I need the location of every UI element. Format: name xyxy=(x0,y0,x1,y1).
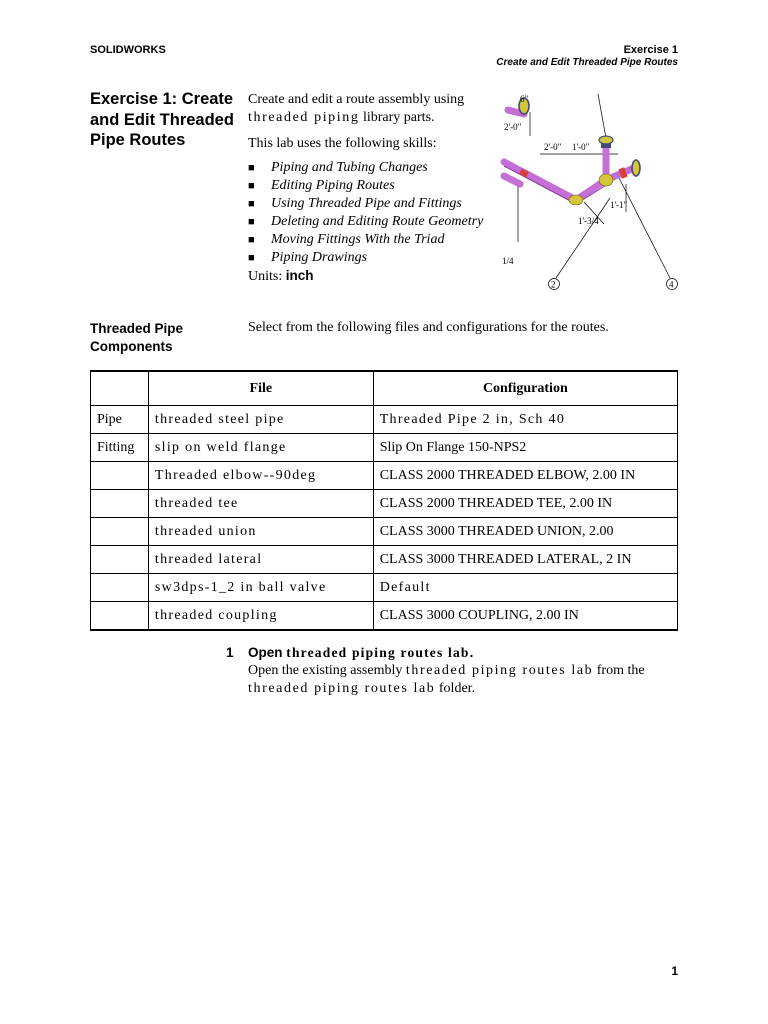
intro-part-name: threaded piping xyxy=(248,110,360,125)
units-value: inch xyxy=(285,268,314,283)
bullet-icon: ■ xyxy=(248,162,255,174)
running-header-subtitle: Create and Edit Threaded Pipe Routes xyxy=(496,57,678,68)
dimension-label: 1/4 xyxy=(502,256,514,266)
intro-block xyxy=(248,91,493,286)
cell-configuration: Default xyxy=(373,574,677,602)
step-number: 1 xyxy=(226,645,234,660)
bullet-icon: ■ xyxy=(248,180,255,192)
skill-label: Moving Fittings With the Triad xyxy=(271,232,445,247)
table-header-row xyxy=(91,371,678,406)
cell-file: sw3dps-1_2 in ball valve xyxy=(148,574,373,602)
bullet-icon: ■ xyxy=(248,252,255,264)
cell-file: threaded union xyxy=(148,518,373,546)
bullet-icon: ■ xyxy=(248,216,255,228)
skill-label: Deleting and Editing Route Geometry xyxy=(271,214,484,229)
balloon-label: 2 xyxy=(551,279,556,290)
units-label: Units: xyxy=(248,269,286,284)
skill-label: Editing Piping Routes xyxy=(271,178,395,193)
skill-item xyxy=(248,195,493,213)
running-header-left: SOLIDWORKS xyxy=(90,44,166,56)
folder-name: threaded piping routes lab xyxy=(248,681,436,696)
skill-item xyxy=(248,231,493,249)
page-number: 1 xyxy=(671,964,678,978)
cell-file: threaded steel pipe xyxy=(148,406,373,434)
table-row xyxy=(91,434,678,462)
step-text: folder. xyxy=(435,681,476,696)
dimension-label: 2'-0" xyxy=(544,142,562,152)
table-row xyxy=(91,462,678,490)
cell-configuration: CLASS 3000 THREADED LATERAL, 2 IN xyxy=(373,546,677,574)
dimension-label: 1'-1" xyxy=(610,200,628,210)
step-text: Open the existing assembly xyxy=(248,663,406,678)
cell-type xyxy=(91,490,149,518)
cell-type xyxy=(91,602,149,631)
cell-file: threaded lateral xyxy=(148,546,373,574)
step-text: from the xyxy=(593,663,645,678)
cell-configuration: CLASS 3000 COUPLING, 2.00 IN xyxy=(373,602,677,631)
cell-configuration: Threaded Pipe 2 in, Sch 40 xyxy=(373,406,677,434)
cell-file: slip on weld flange xyxy=(148,434,373,462)
skill-item xyxy=(248,177,493,195)
step-title-suffix: . xyxy=(469,645,474,660)
assembly-name: threaded piping routes lab xyxy=(405,663,594,678)
dimension-label: 1'-0" xyxy=(572,142,590,152)
bullet-icon: ■ xyxy=(248,234,255,246)
skills-intro: This lab uses the following skills: xyxy=(248,136,437,151)
cell-configuration: CLASS 3000 THREADED UNION, 2.00 xyxy=(373,518,677,546)
intro-text-end: library parts. xyxy=(359,110,435,125)
cell-type xyxy=(91,546,149,574)
units-line xyxy=(248,267,493,286)
exercise-title: Exercise 1: Create and Edit Threaded Pipe Routes xyxy=(90,90,234,149)
cell-configuration: Slip On Flange 150-NPS2 xyxy=(373,434,677,462)
cell-configuration: CLASS 2000 THREADED ELBOW, 2.00 IN xyxy=(373,462,677,490)
table-row xyxy=(91,518,678,546)
section-heading: Threaded Pipe Components xyxy=(90,321,184,354)
cell-type xyxy=(91,462,149,490)
skill-item xyxy=(248,213,493,231)
column-header-configuration: Configuration xyxy=(373,371,677,406)
dimension-label: 2'-0" xyxy=(504,122,522,132)
components-table xyxy=(90,370,678,631)
column-header-type xyxy=(91,371,149,406)
table-row xyxy=(91,602,678,631)
cell-file: threaded tee xyxy=(148,490,373,518)
balloon-label: 4 xyxy=(669,279,674,290)
step-title-prefix: Open xyxy=(248,645,287,660)
cell-file: threaded coupling xyxy=(148,602,373,631)
table-row xyxy=(91,406,678,434)
skill-label: Using Threaded Pipe and Fittings xyxy=(271,196,462,211)
piping-route-illustration xyxy=(500,92,682,294)
dimension-label: 6" xyxy=(520,94,529,104)
table-row xyxy=(91,546,678,574)
column-header-file: File xyxy=(148,371,373,406)
skill-label: Piping Drawings xyxy=(271,250,368,265)
cell-configuration: CLASS 2000 THREADED TEE, 2.00 IN xyxy=(373,490,677,518)
cell-file: Threaded elbow--90deg xyxy=(148,462,373,490)
skills-list xyxy=(248,159,493,267)
step-title xyxy=(248,645,473,661)
section-text: Select from the following files and configurations for the routes. xyxy=(248,320,609,335)
skill-label: Piping and Tubing Changes xyxy=(271,160,428,175)
cell-type: Fitting xyxy=(91,434,149,462)
intro-text: Create and edit a route assembly using xyxy=(248,92,465,107)
table-row xyxy=(91,490,678,518)
skill-item xyxy=(248,249,493,267)
table-row xyxy=(91,574,678,602)
step-title-part: threaded piping routes lab xyxy=(286,645,470,660)
cell-type xyxy=(91,574,149,602)
cell-type xyxy=(91,518,149,546)
dimension-label: 1'-3/4 xyxy=(578,216,599,226)
cell-type: Pipe xyxy=(91,406,149,434)
step-instructions xyxy=(248,662,678,698)
bullet-icon: ■ xyxy=(248,198,255,210)
intro-paragraph xyxy=(248,91,493,127)
running-header-exercise: Exercise 1 xyxy=(623,44,678,56)
skill-item xyxy=(248,159,493,177)
